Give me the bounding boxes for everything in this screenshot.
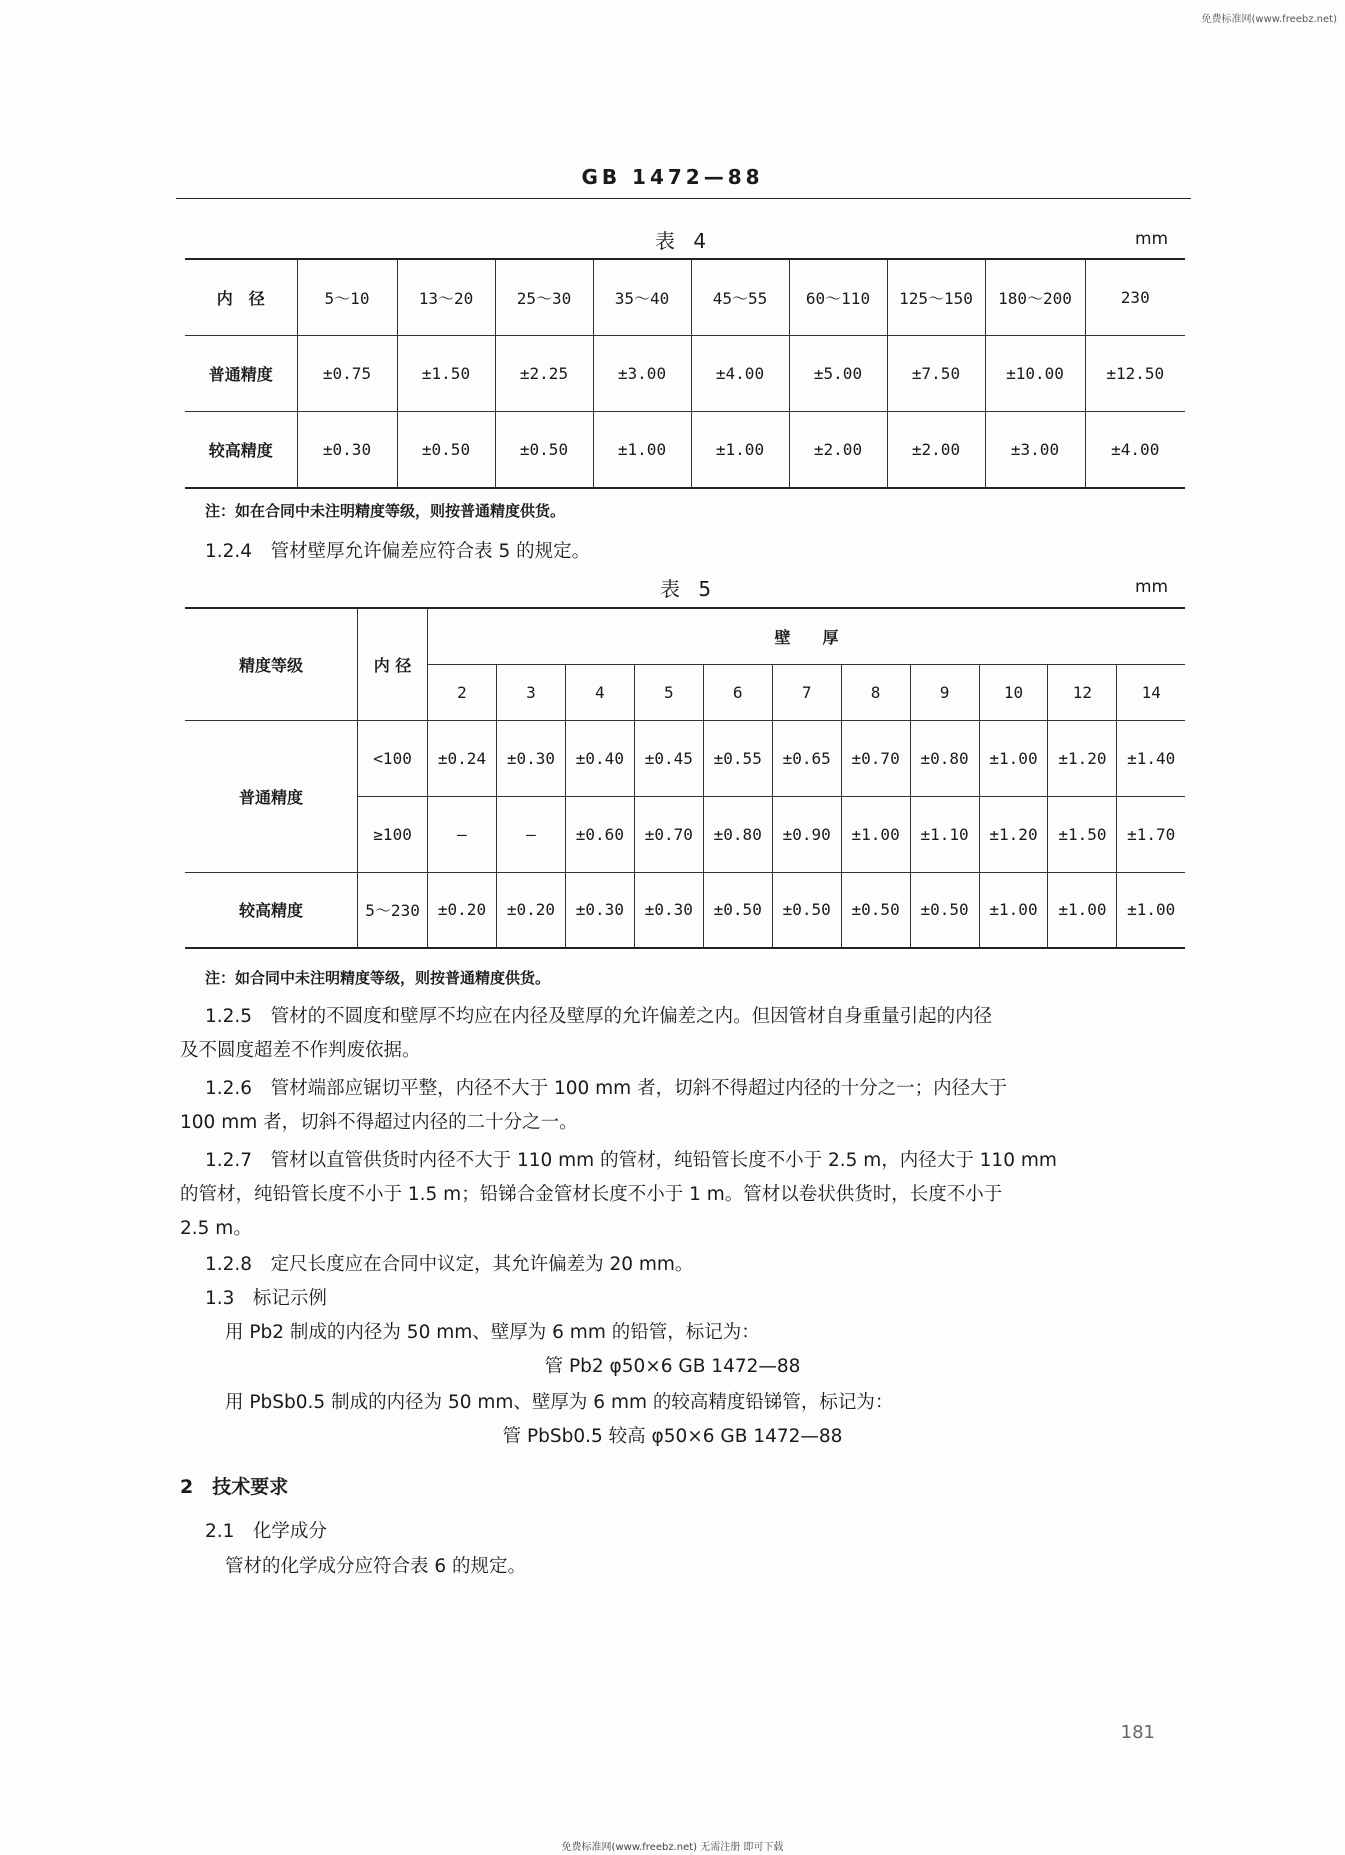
table4-cell: ±10.00	[985, 336, 1085, 412]
table5-cell: ±1.20	[1048, 720, 1117, 796]
table4-col: 35～40	[593, 259, 691, 336]
table5-cell: ±0.55	[703, 720, 772, 796]
table5-wall-value: 7	[772, 664, 841, 720]
table5-cell: —	[428, 796, 497, 872]
table4-row-label: 较高精度	[185, 412, 297, 489]
table5-cell: —	[496, 796, 565, 872]
table4-cell: ±0.50	[495, 412, 593, 489]
table5-head-diameter: 内 径	[358, 608, 428, 720]
table5-wall-value: 8	[841, 664, 910, 720]
table4-col: 180～200	[985, 259, 1085, 336]
para-1-2-7-line2: 的管材，纯铅管长度不小于 1.5 m；铅锑合金管材长度不小于 1 m。管材以卷状供货时，长度不小于	[180, 1184, 1003, 1205]
table4-row-normal	[185, 336, 1185, 412]
table5-cell: ±1.00	[1117, 872, 1185, 948]
table4-col: 5～10	[297, 259, 397, 336]
table4-cell: ±0.75	[297, 336, 397, 412]
table5-head-grade: 精度等级	[185, 608, 358, 720]
table4-col: 230	[1085, 259, 1185, 336]
table5-wall-value: 2	[428, 664, 497, 720]
watermark-top: 免费标准网(www.freebz.net)	[1201, 14, 1337, 25]
table4-col: 13～20	[397, 259, 495, 336]
para-1-2-6-line1: 1.2.6 管材端部应锯切平整，内径不大于 100 mm 者，切斜不得超过内径的十分之一；内径大于	[205, 1078, 1008, 1099]
table5-head-wall: 壁 厚	[428, 608, 1185, 664]
table5-wall-value: 9	[910, 664, 979, 720]
table5-diameter: ≥100	[358, 796, 428, 872]
table5-row-normal-lt100	[185, 720, 1185, 796]
table5-grade-normal: 普通精度	[185, 720, 358, 872]
para-1-2-5-line1: 1.2.5 管材的不圆度和壁厚不均应在内径及壁厚的允许偏差之内。但因管材自身重量引起的内径	[205, 1006, 993, 1027]
table5-cell: ±0.60	[565, 796, 634, 872]
table5-cell: ±0.30	[496, 720, 565, 796]
table4-note: 注：如在合同中未注明精度等级，则按普通精度供货。	[205, 502, 566, 520]
table5-caption: 表 5	[660, 577, 718, 601]
table4-cell: ±1.50	[397, 336, 495, 412]
table4-col: 25～30	[495, 259, 593, 336]
table4-cell: ±2.00	[789, 412, 887, 489]
document-header: GB 1472—88	[581, 165, 764, 189]
table5-cell: ±1.00	[1048, 872, 1117, 948]
table5-cell: ±0.50	[772, 872, 841, 948]
para-1-2-4: 1.2.4 管材壁厚允许偏差应符合表 5 的规定。	[205, 541, 591, 562]
table5-cell: ±0.50	[703, 872, 772, 948]
table5-cell: ±0.65	[772, 720, 841, 796]
table5-cell: ±1.00	[979, 720, 1048, 796]
example1-description: 用 Pb2 制成的内径为 50 mm、壁厚为 6 mm 的铅管，标记为：	[225, 1322, 760, 1343]
table5-cell: ±0.20	[428, 872, 497, 948]
table5-cell: ±1.00	[979, 872, 1048, 948]
table5-cell: ±0.30	[634, 872, 703, 948]
table5-wall-value: 12	[1048, 664, 1117, 720]
table4-col: 45～55	[691, 259, 789, 336]
table4-cell: ±3.00	[593, 336, 691, 412]
watermark-bottom: 免费标准网(www.freebz.net) 无需注册 即可下载	[561, 1842, 784, 1853]
table4-cell: ±4.00	[691, 336, 789, 412]
section-2-heading: 2 技术要求	[180, 1476, 289, 1498]
table5-cell: ±0.70	[634, 796, 703, 872]
table4-cell: ±12.50	[1085, 336, 1185, 412]
table4-cell: ±0.30	[297, 412, 397, 489]
section-2-1-body: 管材的化学成分应符合表 6 的规定。	[225, 1556, 527, 1577]
table5-cell: ±0.50	[841, 872, 910, 948]
table5-cell: ±1.00	[841, 796, 910, 872]
table5-cell: ±1.20	[979, 796, 1048, 872]
section-2-1-heading: 2.1 化学成分	[205, 1521, 327, 1542]
table4-col: 125～150	[887, 259, 985, 336]
table4-unit: mm	[1135, 229, 1169, 249]
table5-wall-value: 4	[565, 664, 634, 720]
example1-marking: 管 Pb2 φ50×6 GB 1472—88	[544, 1356, 801, 1377]
para-1-3-heading: 1.3 标记示例	[205, 1288, 327, 1309]
table5-wall-value: 6	[703, 664, 772, 720]
table5-note: 注：如合同中未注明精度等级，则按普通精度供货。	[205, 969, 551, 987]
table5-wall-value: 3	[496, 664, 565, 720]
table5-cell: ±1.10	[910, 796, 979, 872]
table4-caption: 表 4	[655, 229, 713, 253]
para-1-2-6-line2: 100 mm 者，切斜不得超过内径的二十分之一。	[180, 1112, 578, 1133]
table5-row-high	[185, 872, 1185, 948]
header-rule	[176, 198, 1191, 199]
table5-cell: ±0.50	[910, 872, 979, 948]
table4-cell: ±2.25	[495, 336, 593, 412]
table5-cell: ±1.40	[1117, 720, 1185, 796]
example2-description: 用 PbSb0.5 制成的内径为 50 mm、壁厚为 6 mm 的较高精度铅锑管，标记为：	[225, 1392, 894, 1413]
table5-cell: ±0.90	[772, 796, 841, 872]
table5-cell: ±0.45	[634, 720, 703, 796]
table5-cell: ±1.70	[1117, 796, 1185, 872]
table5-cell: ±0.80	[910, 720, 979, 796]
table5-unit: mm	[1135, 577, 1169, 597]
table5-wall-value: 14	[1117, 664, 1185, 720]
table5	[185, 607, 1185, 949]
table4-cell: ±1.00	[593, 412, 691, 489]
table4-cell: ±1.00	[691, 412, 789, 489]
para-1-2-5-line2: 及不圆度超差不作判废依据。	[180, 1040, 421, 1061]
table4-cell: ±5.00	[789, 336, 887, 412]
table5-diameter: 5～230	[358, 872, 428, 948]
table5-wall-value: 10	[979, 664, 1048, 720]
table5-wall-value: 5	[634, 664, 703, 720]
page-number: 181	[1120, 1722, 1155, 1743]
table4-col: 60～110	[789, 259, 887, 336]
table4-cell: ±3.00	[985, 412, 1085, 489]
table4-cell: ±4.00	[1085, 412, 1185, 489]
table5-grade-high: 较高精度	[185, 872, 358, 948]
table5-cell: ±0.80	[703, 796, 772, 872]
table5-cell: ±0.40	[565, 720, 634, 796]
table4-row-label: 内 径	[216, 289, 265, 308]
table5-header-row	[185, 608, 1185, 664]
table5-cell: ±1.50	[1048, 796, 1117, 872]
para-1-2-8: 1.2.8 定尺长度应在合同中议定，其允许偏差为 20 mm。	[205, 1254, 694, 1275]
table4-header-row	[185, 259, 1185, 336]
table4-cell: ±2.00	[887, 412, 985, 489]
table5-cell: ±0.70	[841, 720, 910, 796]
table4	[185, 258, 1185, 489]
table5-cell: ±0.30	[565, 872, 634, 948]
table4-row-high	[185, 412, 1185, 489]
table4-cell: ±0.50	[397, 412, 495, 489]
para-1-2-7-line1: 1.2.7 管材以直管供货时内径不大于 110 mm 的管材，纯铅管长度不小于 2.5 m，内径大于 110 mm	[205, 1150, 1057, 1171]
para-1-2-7-line3: 2.5 m。	[180, 1218, 252, 1239]
table4-row-label: 普通精度	[185, 336, 297, 412]
table5-cell: ±0.24	[428, 720, 497, 796]
example2-marking: 管 PbSb0.5 较高 φ50×6 GB 1472—88	[502, 1426, 843, 1447]
table5-cell: ±0.20	[496, 872, 565, 948]
table5-diameter: <100	[358, 720, 428, 796]
table4-cell: ±7.50	[887, 336, 985, 412]
